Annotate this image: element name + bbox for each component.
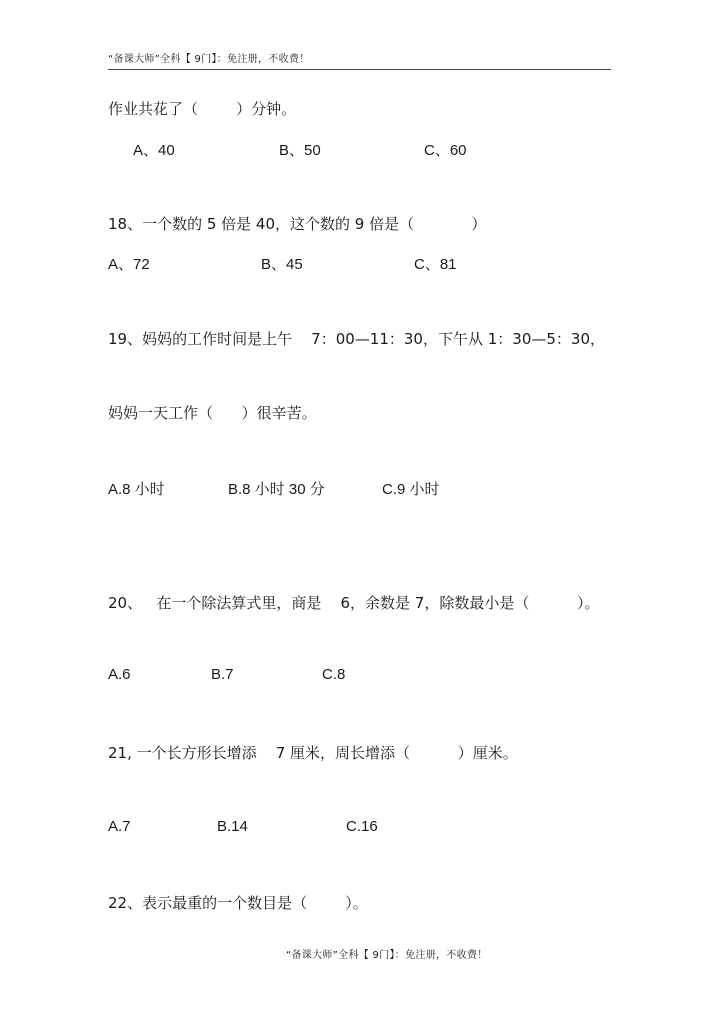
q20-option-b: B.7 — [211, 666, 234, 683]
question-22: 22、表示最重的一个数目是（ ）。 — [108, 894, 368, 912]
question-21: 21, 一个长方形长增添 7 厘米，周长增添（ ）厘米。 — [108, 744, 518, 762]
question-19-line-1: 19、妈妈的工作时间是上午 7：00—11：30，下午从 1：30—5：30， — [108, 330, 605, 348]
q17-option-c: C、60 — [424, 142, 467, 159]
q18-option-b: B、45 — [261, 256, 303, 273]
q21-option-a: A.7 — [108, 818, 131, 835]
question-19-line-2: 妈妈一天工作（ ）很辛苦。 — [108, 404, 317, 422]
q18-option-a: A、72 — [108, 256, 150, 273]
q19-option-b: B.8 小时 30 分 — [228, 481, 325, 498]
header-divider — [108, 69, 611, 70]
question-20: 20、 在一个除法算式里，商是 6，余数是 7，除数最小是（ ）。 — [108, 594, 600, 612]
q17-option-a: A、40 — [133, 142, 175, 159]
q20-option-a: A.6 — [108, 666, 131, 683]
q19-option-a: A.8 小时 — [108, 481, 165, 498]
page-header: “备课大师”全科【 9门】：免注册，不收费！ — [108, 54, 310, 65]
q21-option-c: C.16 — [346, 818, 378, 835]
q20-option-c: C.8 — [322, 666, 346, 683]
question-18: 18、一个数的 5 倍是 40，这个数的 9 倍是（ ） — [108, 215, 487, 233]
q17-option-b: B、50 — [279, 142, 321, 159]
question-17-tail: 作业共花了（ ）分钟。 — [108, 100, 297, 118]
q18-option-c: C、81 — [414, 256, 457, 273]
page-footer: “备课大师”全科【 9门】：免注册，不收费！ — [286, 950, 488, 961]
q19-option-c: C.9 小时 — [382, 481, 440, 498]
q21-option-b: B.14 — [217, 818, 248, 835]
